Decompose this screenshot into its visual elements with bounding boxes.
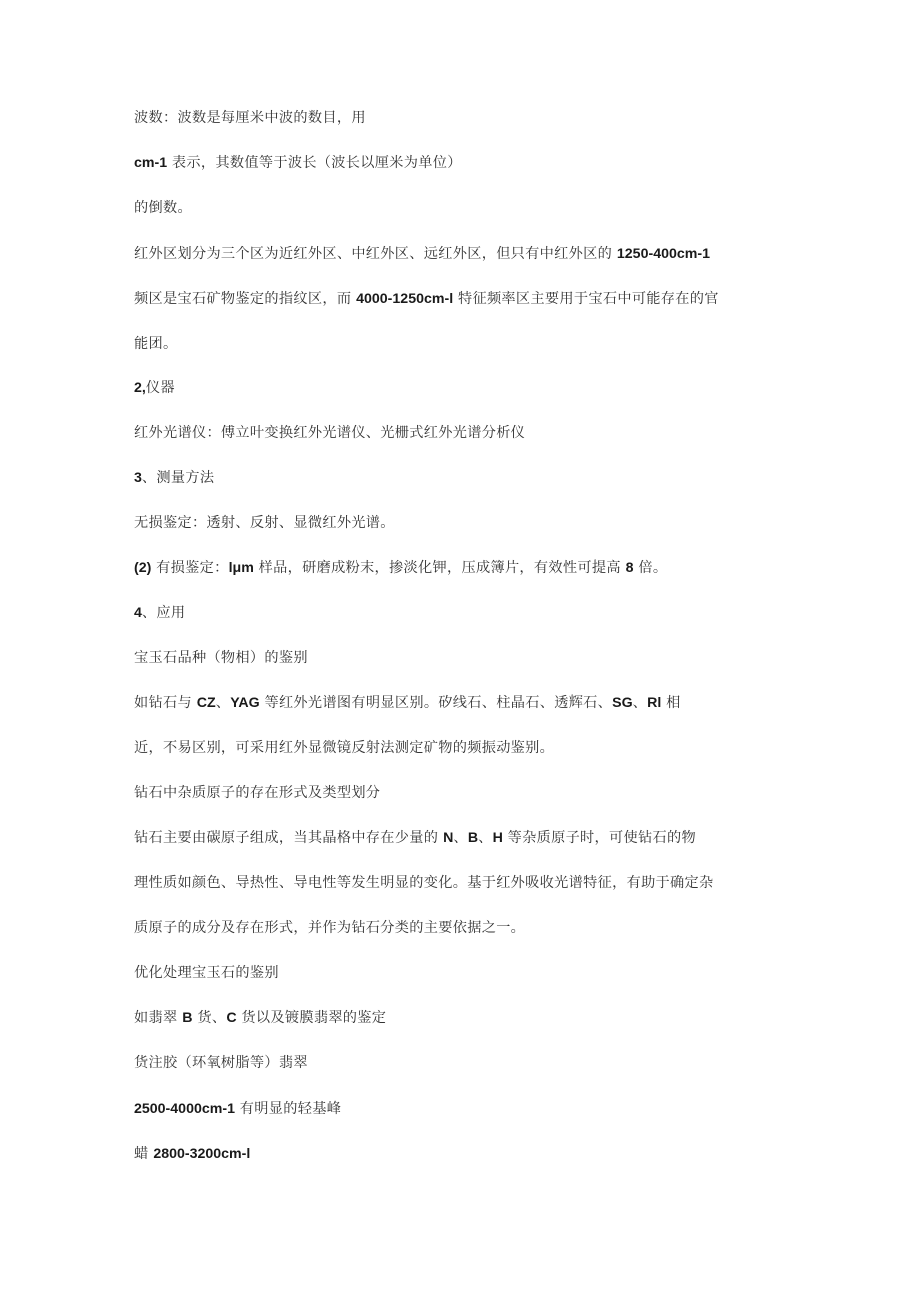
text-run: 等杂质原子时，可使钻石的物 bbox=[502, 830, 696, 846]
paragraph-line bbox=[134, 693, 681, 713]
text-run: 样品，研磨成粉末，掺淡化钾，压成簿片，有效性可提高 bbox=[253, 560, 626, 576]
bold-text-run: YAG bbox=[230, 695, 260, 711]
paragraph-line bbox=[134, 873, 714, 893]
text-run: 优化处理宝玉石的鉴别 bbox=[134, 965, 279, 981]
text-run: 仪器 bbox=[145, 380, 175, 396]
paragraph-line bbox=[134, 108, 366, 128]
text-run: 频区是宝石矿物鉴定的指纹区，而 bbox=[134, 291, 357, 307]
text-run: 特征频率区主要用于宝石中可能存在的官 bbox=[453, 291, 719, 307]
text-run: 质原子的成分及存在形式，并作为钻石分类的主要依据之一。 bbox=[134, 920, 526, 936]
bold-text-run: B bbox=[182, 1010, 193, 1026]
paragraph-line bbox=[134, 918, 525, 938]
text-run: 无损鉴定：透射、反射、显微红外光谱。 bbox=[134, 515, 395, 531]
text-run: 钻石主要由碳原子组成，当其晶格中存在少量的 bbox=[134, 830, 444, 846]
section-heading bbox=[134, 378, 175, 398]
bold-text-run: B bbox=[467, 830, 479, 846]
text-run: 如钻石与 bbox=[134, 695, 197, 711]
text-run: 倍。 bbox=[633, 560, 668, 576]
text-run: 、 bbox=[632, 695, 648, 711]
text-run: 有损鉴定： bbox=[151, 560, 229, 576]
text-run: 红外区划分为三个区为近红外区、中红外区、远红外区，但只有中红外区的 bbox=[134, 246, 617, 262]
bold-text-run: Rl bbox=[647, 695, 662, 711]
text-run: 宝玉石品种（物相）的鉴别 bbox=[134, 650, 308, 666]
bold-text-run: (2) bbox=[134, 560, 152, 576]
bold-text-run: C bbox=[226, 1010, 237, 1026]
bold-text-run: CZ bbox=[196, 695, 216, 711]
paragraph-line bbox=[134, 153, 462, 173]
bold-text-run: 4000-1250cm-l bbox=[356, 291, 454, 307]
section-heading bbox=[134, 603, 185, 623]
bold-text-run: 2, bbox=[134, 380, 146, 396]
subheading bbox=[134, 783, 380, 803]
text-run: 、 bbox=[478, 830, 493, 846]
text-run: 钻石中杂质原子的存在形式及类型划分 bbox=[134, 785, 381, 801]
bold-text-run: 8 bbox=[625, 560, 634, 576]
bold-text-run: N bbox=[443, 830, 454, 846]
section-heading bbox=[134, 468, 214, 488]
paragraph-line bbox=[134, 1008, 386, 1028]
text-run: 能团。 bbox=[134, 336, 178, 352]
paragraph-line bbox=[134, 558, 667, 578]
paragraph-line bbox=[134, 738, 554, 758]
text-run: 如翡翠 bbox=[134, 1010, 183, 1026]
bold-text-run: 4 bbox=[134, 605, 142, 621]
text-run: 相 bbox=[661, 695, 681, 711]
paragraph-line bbox=[134, 198, 192, 218]
paragraph-line bbox=[134, 289, 719, 309]
paragraph-line bbox=[134, 244, 710, 264]
paragraph-line bbox=[134, 828, 696, 848]
bold-text-run: 2800-3200cm-l bbox=[153, 1146, 251, 1162]
paragraph-line bbox=[134, 423, 525, 443]
paragraph-line bbox=[134, 513, 395, 533]
paragraph-line bbox=[134, 334, 177, 354]
paragraph-line bbox=[134, 1144, 250, 1164]
text-run: 、 bbox=[453, 830, 468, 846]
bold-text-run: SG bbox=[612, 695, 633, 711]
subheading bbox=[134, 963, 279, 983]
text-run: 货、 bbox=[192, 1010, 227, 1026]
text-run: 、应用 bbox=[141, 605, 186, 621]
text-run: 、 bbox=[215, 695, 231, 711]
text-run: 货以及镀膜翡翠的鉴定 bbox=[236, 1010, 387, 1026]
bold-text-run: 2500-4000cm-1 bbox=[134, 1101, 235, 1117]
subheading bbox=[134, 648, 308, 668]
bold-text-run: lμm bbox=[228, 560, 254, 576]
paragraph-line bbox=[134, 1053, 308, 1073]
text-run: 货注胶（环氧树脂等）翡翠 bbox=[134, 1055, 308, 1071]
text-run: 波数：波数是每厘米中波的数目，用 bbox=[134, 110, 366, 126]
bold-text-run: cm-1 bbox=[134, 155, 168, 171]
text-run: 蜡 bbox=[134, 1146, 154, 1162]
text-run: 表示，其数值等于波长（波长以厘米为单位） bbox=[167, 155, 462, 171]
text-run: 红外光谱仪：傅立叶变换红外光谱仪、光栅式红外光谱分析仪 bbox=[134, 425, 526, 441]
text-run: 近，不易区别，可采用红外显微镜反射法测定矿物的频振动鉴别。 bbox=[134, 740, 555, 756]
paragraph-line bbox=[134, 1099, 341, 1119]
text-run: 等红外光谱图有明显区别。矽线石、柱晶石、透辉石、 bbox=[259, 695, 613, 711]
text-run: 有明显的轻基峰 bbox=[234, 1101, 342, 1117]
text-run: 的倒数。 bbox=[134, 200, 192, 216]
text-run: 、测量方法 bbox=[141, 470, 215, 486]
text-run: 理性质如颜色、导热性、导电性等发生明显的变化。基于红外吸收光谱特征，有助于确定杂 bbox=[134, 875, 714, 891]
bold-text-run: 3 bbox=[134, 470, 142, 486]
bold-text-run: 1250-400cm-1 bbox=[616, 246, 710, 262]
bold-text-run: H bbox=[492, 830, 503, 846]
